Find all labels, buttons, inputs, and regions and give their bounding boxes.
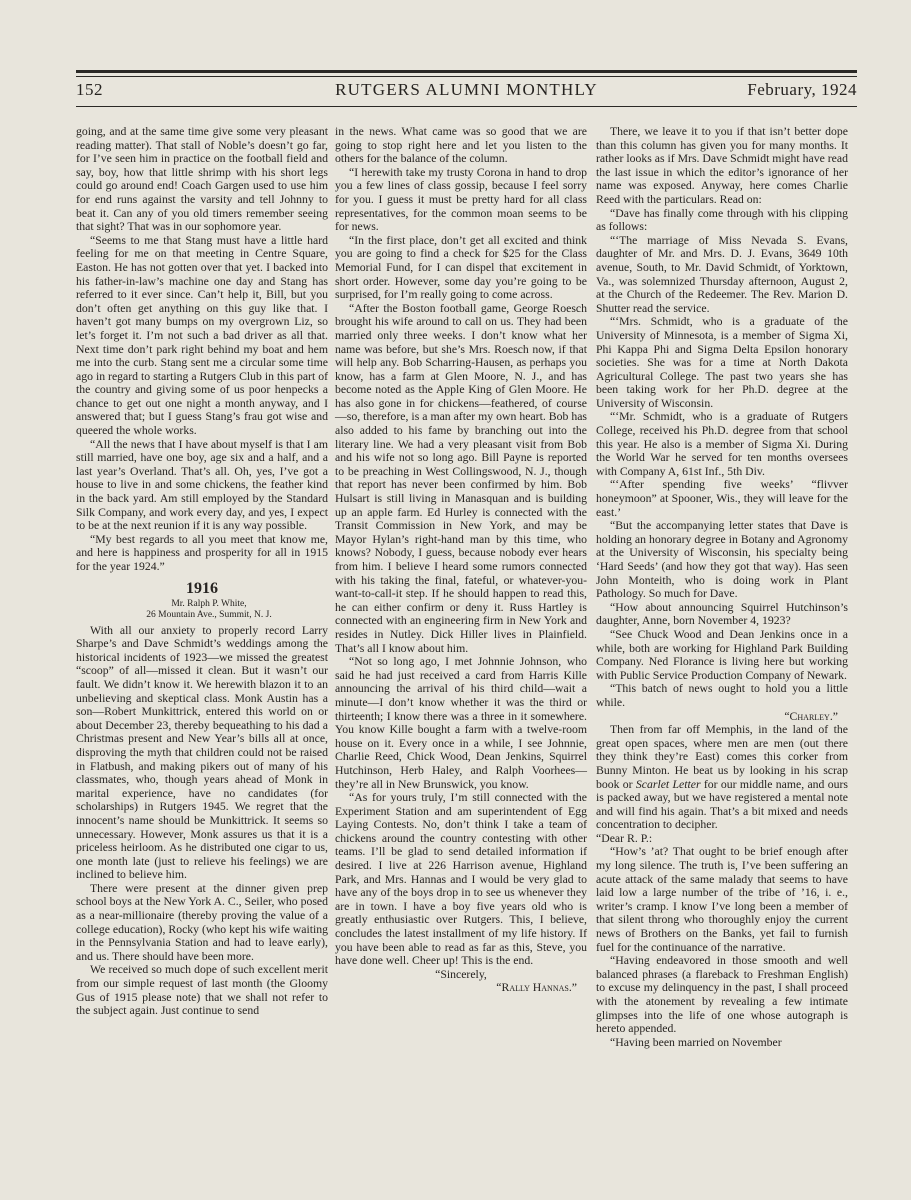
text-run: for our middle name, and ours is packed away, but we have registered a mental note and will find his again. That’s a bit mixed and needs concentration to decipher. [596,777,848,832]
paragraph: “As for yours truly, I’m still connected with the Experiment Station and am superintendent of Egg Laying Contests. No, don’t think I take a team of chickens around the country contesting with other teams. I’ll be glad to send detailed information if desired. I live at 226 Harrison avenue, Highland Park, and Mrs. Hannas and I would be very glad to have any of the boys drop in to see us whenever they are in town. I have a boy five years old who is greatly enthusiastic over Rutgers. This, I believe, concludes the latest installment of my life history. If you have been able to read as far as this, Steve, you have done well. Cheer up! This is the end. [335,791,587,968]
paragraph: “All the news that I have about myself is that I am still married, have one boy, age six and a half, and a last year’s Overland. That’s all. Oh, yes, I’ve got a house to live in and some chickens, the feather kind in the back yard. Am still employed by the Standard Silk Company, and work every day, and yes, I expect to be at the next reunion if it is any way possible. [76,437,328,533]
paragraph: “In the first place, don’t get all excited and think you are going to find a check for $25 for the Class Memorial Fund, for I can dispel that excitement in short order. However, some day you’re going to be surprised, for I’m really going to come across. [335,233,587,302]
paragraph: “See Chuck Wood and Dean Jenkins once in a while, both are working for Highland Park Building Company. Ned Florance is living here but working with Public Service Production Company of Newark. [596,627,848,682]
paragraph [596,723,848,832]
paragraph: “‘Mr. Schmidt, who is a graduate of Rutgers College, received his Ph.D. degree from that school this year. He also is a member of Sigma Xi. During the World War he served for ten months oversees with Company A, 61st Inf., 5th Div. [596,410,848,478]
paragraph: “After the Boston football game, George Roesch brought his wife around to call on us. They had been married only three weeks. I don’t know what her name was before, but she’s Mrs. Roesch now, if that will help any. Bob Scharring-Hausen, as perhaps you know, has a farm at Glen Moore, N. J., and has become noted as the Apple King of Glen Moore. He has also gone in for chickens—feathered, of course—so, therefore, is a man after my own heart. Bob has also added to his fame by branching out into the literary line. We had a very pleasant visit from Bob and his wife not so long ago. Bill Payne is reported to be preaching in West Collingswood, N. J., though that report has never been confirmed by him. Bob Hulsart is still living in Manasquan and is building up an apple farm. Ed Hurley is connected with the Transit Commission in New York, and may be Mayor Hylan’s right-hand man by this time, who knows? Nobody, I guess, because nobody ever hears from him. I believe I heard some rumors connected with his taking the final, fateful, or whatever-you-want-to-call-it step. If he should happen to read this, he can either confirm or deny it. Russ Hartley is connected with an engineering firm in New York and resides in Nutley. Dick Hiller lives in Plainfield. That’s all I know about him. [335,301,587,655]
paragraph: “This batch of news ought to hold you a little while. [596,682,848,709]
column-1 [76,125,328,1018]
page-number: 152 [76,80,103,99]
paragraph: “Dave has finally come through with his clipping as follows: [596,206,848,234]
paragraph: “How about announcing Squirrel Hutchinson’s daughter, Anne, born November 4, 1923? [596,600,848,628]
class-secretary-name: Mr. Ralph P. White, [171,598,247,609]
paragraph: There were present at the dinner given prep school boys at the New York A. C., Seiler, who posed as a near-millionaire (thereby proving the value of a college education), Rocky (who kept his wife waiting in the Pennsylvania Station and had to leave early), and us. There should have been more. [76,881,328,963]
paragraph: We received so much dope of such excellent merit from our simple request of last month (the Gloomy Gus of 1915 please note) that we shall not refer to the subject again. Just continue to send [76,963,328,1018]
text-run: Then from far off Memphis, in the land of the great open spaces, where men are men (out there they think they’re East) comes this corker from Bunny Minton. He beat us by looking in his scrap book or [596,723,848,791]
paragraph: going, and at the same time give some very pleasant reading matter). That stall of Noble’s doesn’t go far, for I’ve seen him in practice on the football field and say, boy, how that little shrimp with his short legs could go around end! Coach Gargen used to use him for end runs against the varsity and tell Johnny to beat it. Can any of you old timers remember seeing that sight? That was in our sophomore year. [76,125,328,234]
letter-salutation: “Dear R. P.: [596,831,653,845]
paragraph: With all our anxiety to properly record Larry Sharpe’s and Dave Schmidt’s weddings among the historical incidents of 1923—we missed the greatest “scoop” of all—missed it clean. But it wasn’t our fault. We didn’t know it. We herewith blazon it to an unbelieving and skeptical class. Monk Austin has a son—Robert Munkittrick, entered this world on or about December 23, thereby bequeathing to his dad a Christmas present and New Year’s bills all at once, disproving the myth that children could not be raised in Flatbush, and making pikers out of many of his classmates, who, though years ahead of Monk in marital experience, have no candidates (for scholarships) in Rutgers 1945. We regret that the innocent’s name should be Munkittrick. It seems so unnecessary. However, Monk assures us that it is a priceless heirloom. As he distributed one cigar to us, one month late (just to relieve his feelings) we are inclined to believe him. [76,623,328,882]
paragraph: “I herewith take my trusty Corona in hand to drop you a few lines of class gossip, because I feel sorry for you. I guess it must be pretty hard for all class representatives, for the common moan seems to be for news. [335,165,587,234]
issue-date: February, 1924 [747,80,857,99]
paragraph: “How’s ’at? That ought to be brief enough after my long silence. The truth is, I’ve been suffering an acute attack of the same malady that seems to have laid low a large number of the tribe of ’16, i. e., writer’s cramp. I know I’ve long been a member of that silent throng who thoroughly enjoy the current news of Brothers on the Banks, yet fail to furnish fuel for the continuance of the narrative. [596,845,848,954]
paragraph: “‘The marriage of Miss Nevada S. Evans, daughter of Mr. and Mrs. D. J. Evans, 3649 10th avenue, South, to Mr. David Schmidt, of Yorktown, Va., was solemnized Thursday afternoon, August 2, at the Church of the Redeemer. The Rev. Marion D. Shutter read the service. [596,233,848,315]
paragraph: “Seems to me that Stang must have a little hard feeling for me on that meeting in Centre Square, Easton. He has not gotten over that yet. I backed into his father-in-law’s machine one day and Stang has referred to it ever since. Can’t help it, Bill, but you don’t often get anything on this guy like that. I haven’t got many bumps on my overgrown Liz, so let’s forget it. I’m not such a bad driver as all that. Next time don’t park right behind my boat and hem me into the curb. Stang sent me a circular some time ago in regard to starting a Rutgers Club in this part of the country and giving some of us poor henpecks a chance to get out one night a month anyway, and I answered that; but I guess Stang’s frau got wise and queered the whole works. [76,233,328,438]
paragraph: “My best regards to all you meet that know me, and here is happiness and prosperity for all in 1915 for the year 1924.” [76,532,328,573]
paragraph: There, we leave it to you if that isn’t better dope than this column has given you for many months. It rather looks as if Mrs. Dave Schmidt might have read the last issue in which the editor’s ignorance of her name was exposed. Anyway, here comes Charlie Reed with the particulars. Read on: [596,125,848,206]
paragraph: in the news. What came was so good that we are going to stop right here and let you listen to the others for the balance of the column. [335,125,587,166]
header-rule-thin [76,76,857,77]
journal-title: RUTGERS ALUMNI MONTHLY [335,80,598,99]
letter-closing: “Sincerely, [435,967,487,981]
letter-signature: “Rally Hannas.” [496,981,577,995]
running-head [76,80,857,104]
paragraph: “Not so long ago, I met Johnnie Johnson, who said he had just received a card from Harris Kille announcing the arrival of his third child—wait a minute—I don’t know whether it was the third or thirteenth; I know there was a three in it somewhere. You know Kille bought a farm with a twelve-room house on it. Every once in a while, I see Johnnie, Charlie Reed, Chick Wood, Dean Jenkins, Squirrel Hutchinson, Herb Haley, and Ralph Voorhees—they’re all in New Brunswick, you know. [335,655,587,791]
column-2 [335,125,587,995]
paragraph: “Having endeavored in those smooth and well balanced phrases (a flareback to Freshman English) to excuse my delinquency in the past, I shall proceed with the atonement by revealing a few intimate glimpses into the life of one whose autograph is hereto appended. [596,954,848,1036]
paragraph: “‘Mrs. Schmidt, who is a graduate of the University of Minnesota, is a member of Sigma Xi, Phi Kappa Phi and Sigma Delta Epsilon honorary societies. She was for a time at North Dakota Agricultural College. The past two years she has been taking work for her Ph.D. degree at the University of Wisconsin. [596,315,848,410]
italic-title: Scarlet Letter [635,777,701,791]
paragraph: “‘After spending five weeks’ “flivver honeymoon” at Spooner, Wis., they will leave for the east.’ [596,478,848,519]
header-rule-thick [76,70,857,73]
column-3 [596,125,848,1049]
paragraph: “But the accompanying letter states that Dave is holding an honorary degree in Botany and Agronomy at the University of Wisconsin, his specialty being ‘Hard Seeds’ (and how they got that way). Has seen John Monteith, who is doing work in Plant Pathology. So much for Dave. [596,519,848,601]
letter-signature: “Charley.” [784,709,838,723]
header-rule-bottom [76,106,857,107]
class-secretary-address: 26 Mountain Ave., Summit, N. J. [146,609,272,620]
paragraph: “Having been married on November [610,1035,782,1049]
class-year-heading: 1916 [186,579,218,597]
